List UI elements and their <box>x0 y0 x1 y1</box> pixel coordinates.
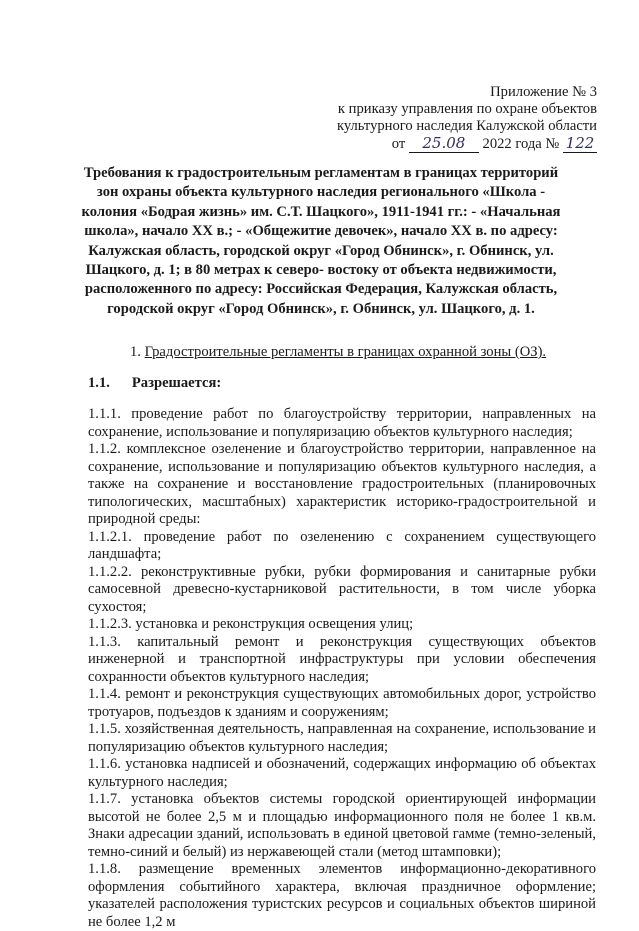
paragraph-1-1-5: 1.1.5. хозяйственная деятельность, направленная на сохранение, использование и популяризацию объектов культурного наследия; <box>88 721 596 755</box>
document-body <box>88 406 596 931</box>
paragraph-1-1-4: 1.1.4. ремонт и реконструкция существующих автомобильных дорог, устройство тротуаров, подъездов к зданиям и сооружениям; <box>88 686 596 720</box>
paragraph-1-1-2-3: 1.1.2.3. установка и реконструкция освещения улиц; <box>88 616 414 632</box>
year-text: 2022 года № <box>482 136 560 152</box>
handwritten-date: 25.08 <box>409 135 479 153</box>
appendix-header <box>337 84 597 153</box>
appendix-line-3: культурного наследия Калужской области <box>336 118 597 134</box>
handwritten-number: 122 <box>563 135 597 153</box>
paragraph-1-1-6: 1.1.6. установка надписей и обозначений, содержащих информацию об объектах культурного наследия; <box>88 756 596 790</box>
paragraph-1-1-1: 1.1.1. проведение работ по благоустройству территории, направленных на сохранение, использование и популяризацию объектов культурного наследия; <box>88 406 596 440</box>
appendix-date-line <box>337 135 597 153</box>
paragraph-1-1-2-1: 1.1.2.1. проведение работ по озеленению с сохранением существующего ландшафта; <box>88 528 596 562</box>
subsection-heading-text: Разрешается: <box>131 375 222 391</box>
paragraph-1-1-2-2: 1.1.2.2. реконструктивные рубки, рубки формирования и санитарные рубки самосевной древесно-кустарниковой растительности, в том числе уборка сухостоя; <box>88 563 596 615</box>
paragraph-1-1-2: 1.1.2. комплексное озеленение и благоустройство территории, направленное на сохранение, использование и популяризацию объектов культурного наследия, а также на сохранение и восстановление градостроительных (планировочных типологических, масштабных) характеристик историко-градостроительной и природной среды: <box>88 441 596 527</box>
section-heading-text: Градостроительные регламенты в границах охранной зоны (ОЗ). <box>144 344 547 360</box>
appendix-line-1: Приложение № 3 <box>490 84 597 100</box>
section-heading <box>130 344 546 361</box>
paragraph-1-1-8: 1.1.8. размещение временных элементов информационно-декоративного оформления событийного характера, включая праздничное оформление; указателей расположения туристских ресурсов и социальных объектов шириной не более 1,2 м <box>88 861 596 930</box>
appendix-line-2: к приказу управления по охране объектов <box>337 101 597 117</box>
date-prefix: от <box>391 136 406 152</box>
paragraph-1-1-7: 1.1.7. установка объектов системы городской ориентирующей информации высотой не более 2,5 м и площадью информационного поля не более 1 кв.м. Знаки адресации зданий, использовать в единой цветовой гамме (темно-зеленый, темно-синий и белый) из нержавеющей стали (метод штамповки); <box>88 791 596 860</box>
subsection-heading <box>88 375 221 392</box>
subsection-number: 1.1. <box>88 375 110 391</box>
document-title: Требования к градостроительным регламентам в границах территорий зон охраны объекта культурного наследия регионального «Школа - колония «Бодрая жизнь» им. С.Т. Шацкого», 1911-1941 гг.: - «Начальная школа», начало XX в.; - «Общежитие девочек», начало XX в. по адресу: Калужская область, городской округ «Город Обнинск», г. Обнинск, ул. Шацкого, д. 1; в 80 метрах к северо- востоку от объекта недвижимости, расположенного по адресу: Российская Федерация, Калужская область, городской округ «Город Обнинск», г. Обнинск, ул. Шацкого, д. 1. <box>81 165 561 317</box>
section-number: 1. <box>130 344 141 360</box>
paragraph-1-1-3: 1.1.3. капитальный ремонт и реконструкция существующих объектов инженерной и транспортной инфраструктуры при условии обеспечения сохранности объектов культурного наследия; <box>88 633 596 685</box>
